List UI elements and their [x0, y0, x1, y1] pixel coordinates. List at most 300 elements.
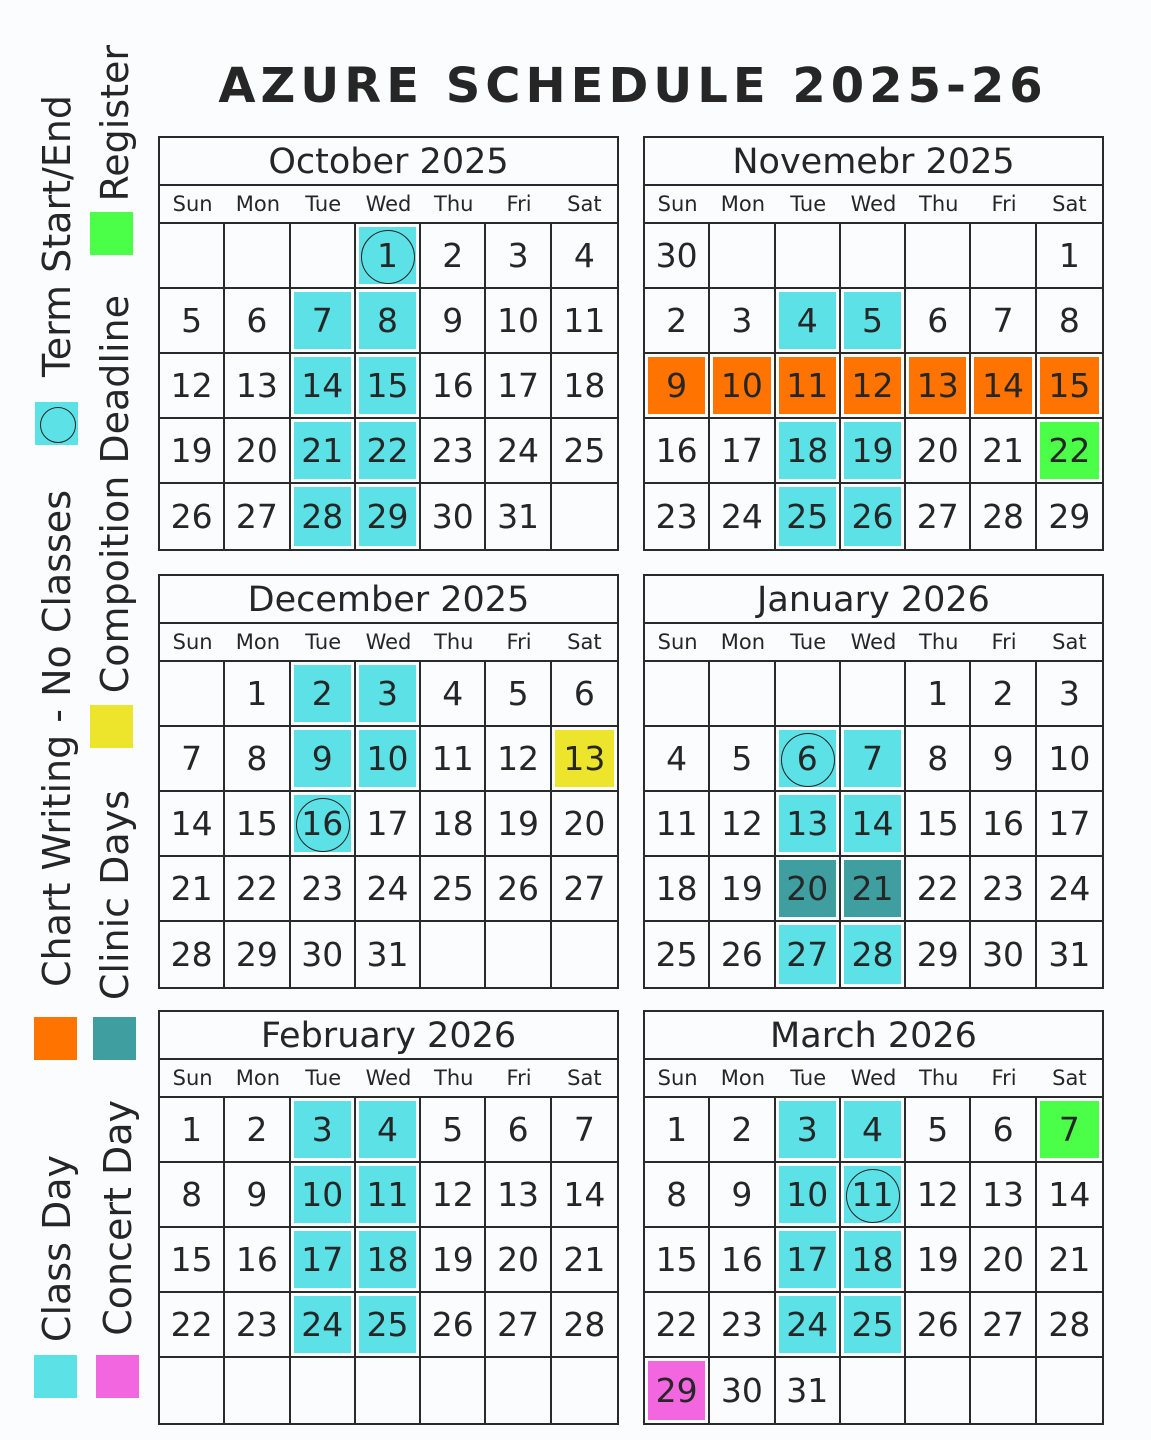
day-cell [160, 662, 225, 727]
day-number: 23 [301, 869, 344, 908]
day-cell [1037, 484, 1102, 549]
day-cell [421, 857, 486, 922]
day-cell [356, 1228, 421, 1293]
day-number: 6 [927, 301, 949, 340]
day-cell [160, 419, 225, 484]
day-number: 3 [311, 1110, 333, 1149]
weekday-label: Mon [720, 630, 766, 654]
day-number: 8 [1058, 301, 1080, 340]
weekday-label: Sat [567, 1066, 602, 1090]
term-circle-icon [781, 733, 835, 787]
day-number: 14 [1048, 1175, 1091, 1214]
legend-concert-label: Concert Day [96, 1100, 140, 1336]
day-number: 12 [497, 739, 540, 778]
day-cell [291, 1163, 356, 1228]
day-cell [160, 792, 225, 857]
day-cell [356, 289, 421, 354]
day-number: 13 [563, 739, 606, 778]
day-number: 14 [851, 804, 894, 843]
day-number: 2 [442, 236, 464, 275]
day-number: 20 [916, 431, 959, 470]
day-number: 13 [235, 366, 278, 405]
day-number: 21 [851, 869, 894, 908]
day-cell [710, 419, 775, 484]
day-cell [486, 1228, 551, 1293]
day-cell [645, 792, 710, 857]
day-cell [486, 1163, 551, 1228]
day-number: 7 [992, 301, 1014, 340]
day-cell [1037, 857, 1102, 922]
day-number: 1 [1058, 236, 1080, 275]
day-cell [552, 1163, 617, 1228]
day-number: 2 [731, 1110, 753, 1149]
day-cell [645, 484, 710, 549]
day-number: 7 [181, 739, 203, 778]
day-number: 5 [181, 301, 203, 340]
day-cell [486, 1293, 551, 1358]
day-cell [776, 727, 841, 792]
day-cell [710, 857, 775, 922]
weekday-label: Sun [172, 192, 213, 216]
weekday-label: Sat [567, 192, 602, 216]
weekday-label: Mon [235, 630, 281, 654]
day-cell [841, 922, 906, 987]
legend-chart-label: Chart Writing - No Classes [35, 490, 79, 987]
day-number: 18 [431, 804, 474, 843]
day-cell [291, 1293, 356, 1358]
day-cell [225, 1163, 290, 1228]
day-cell [1037, 792, 1102, 857]
day-cell [225, 1228, 290, 1293]
day-number: 28 [563, 1305, 606, 1344]
weekday-label: Fri [991, 192, 1017, 216]
month-calendar [643, 136, 1104, 551]
day-number: 27 [563, 869, 606, 908]
day-number: 15 [916, 804, 959, 843]
day-number: 26 [431, 1305, 474, 1344]
day-cell [645, 354, 710, 419]
day-cell [776, 792, 841, 857]
day-number: 16 [431, 366, 474, 405]
month-title: March 2026 [645, 1012, 1102, 1060]
day-cell [225, 419, 290, 484]
day-number: 3 [376, 674, 398, 713]
weekday-label: Fri [506, 1066, 532, 1090]
day-number: 25 [366, 1305, 409, 1344]
weekday-label: Wed [850, 1066, 897, 1090]
day-number: 1 [376, 236, 398, 275]
day-cell [486, 662, 551, 727]
day-cell [645, 727, 710, 792]
day-number: 31 [1048, 935, 1091, 974]
day-cell [645, 1293, 710, 1358]
weekday-label: Thu [434, 192, 474, 216]
day-number: 19 [431, 1240, 474, 1279]
day-number: 9 [992, 739, 1014, 778]
legend-concert-swatch [96, 1355, 139, 1398]
day-number: 18 [655, 869, 698, 908]
day-cell [160, 1293, 225, 1358]
day-number: 4 [442, 674, 464, 713]
day-number: 30 [720, 1371, 763, 1410]
day-number: 22 [1048, 431, 1091, 470]
day-number: 11 [431, 739, 474, 778]
day-number: 6 [507, 1110, 529, 1149]
weekday-header [160, 1060, 617, 1098]
day-number: 17 [1048, 804, 1091, 843]
day-cell [225, 792, 290, 857]
weekday-label: Sat [1052, 192, 1087, 216]
day-cell [841, 857, 906, 922]
month-calendar [158, 1010, 619, 1425]
day-number: 28 [1048, 1305, 1091, 1344]
day-cell [421, 289, 486, 354]
day-cell [225, 727, 290, 792]
day-number: 25 [786, 497, 829, 536]
day-number: 24 [786, 1305, 829, 1344]
day-number: 30 [655, 236, 698, 275]
day-number: 20 [982, 1240, 1025, 1279]
weekday-label: Tue [790, 1066, 827, 1090]
day-number: 15 [170, 1240, 213, 1279]
day-cell [356, 1293, 421, 1358]
day-number: 9 [246, 1175, 268, 1214]
day-cell [971, 857, 1036, 922]
weekday-label: Wed [365, 630, 412, 654]
day-cell [421, 1358, 486, 1423]
day-cell [160, 354, 225, 419]
day-number: 10 [301, 1175, 344, 1214]
weekday-label: Tue [305, 630, 342, 654]
weekday-label: Fri [991, 1066, 1017, 1090]
day-number: 2 [992, 674, 1014, 713]
day-cell [710, 354, 775, 419]
month-title: Novemebr 2025 [645, 138, 1102, 186]
day-cell [776, 1228, 841, 1293]
day-cell [906, 354, 971, 419]
day-cell [841, 1358, 906, 1423]
day-number: 27 [235, 497, 278, 536]
day-cell [552, 727, 617, 792]
legend-composition-swatch [90, 705, 133, 748]
day-cell [906, 1358, 971, 1423]
day-cell [225, 484, 290, 549]
day-cell [160, 727, 225, 792]
day-number: 16 [982, 804, 1025, 843]
day-cell [225, 1098, 290, 1163]
day-number: 21 [982, 431, 1025, 470]
day-number: 11 [851, 1175, 894, 1214]
day-number: 11 [655, 804, 698, 843]
day-cell [906, 922, 971, 987]
day-number: 15 [235, 804, 278, 843]
day-number: 6 [796, 739, 818, 778]
month-title: February 2026 [160, 1012, 617, 1060]
day-cell [841, 1228, 906, 1293]
day-cell [776, 484, 841, 549]
day-cell [710, 484, 775, 549]
day-number: 26 [170, 497, 213, 536]
day-cell [356, 484, 421, 549]
day-number: 7 [1058, 1110, 1080, 1149]
day-number: 8 [246, 739, 268, 778]
weekday-header [645, 1060, 1102, 1098]
day-cell [776, 419, 841, 484]
day-number: 26 [720, 935, 763, 974]
day-number: 16 [655, 431, 698, 470]
day-cell [356, 857, 421, 922]
day-cell [1037, 224, 1102, 289]
legend-class-label: Class Day [35, 1155, 79, 1343]
day-cell [486, 224, 551, 289]
weekday-label: Sun [657, 192, 698, 216]
day-cell [1037, 727, 1102, 792]
day-number: 6 [992, 1110, 1014, 1149]
legend-register-swatch [90, 212, 133, 255]
day-cell [486, 857, 551, 922]
day-number: 19 [916, 1240, 959, 1279]
day-cell [971, 662, 1036, 727]
day-number: 1 [927, 674, 949, 713]
weekday-label: Fri [506, 630, 532, 654]
day-number: 17 [720, 431, 763, 470]
day-number: 18 [366, 1240, 409, 1279]
weekday-label: Mon [235, 1066, 281, 1090]
day-number: 18 [786, 431, 829, 470]
day-cell [356, 922, 421, 987]
day-number: 16 [720, 1240, 763, 1279]
day-number: 4 [861, 1110, 883, 1149]
day-number: 1 [181, 1110, 203, 1149]
day-cell [841, 792, 906, 857]
day-number: 26 [916, 1305, 959, 1344]
day-number: 18 [851, 1240, 894, 1279]
day-cell [776, 857, 841, 922]
day-cell [421, 484, 486, 549]
day-number: 19 [851, 431, 894, 470]
day-number: 20 [786, 869, 829, 908]
day-cell [1037, 1163, 1102, 1228]
day-number: 15 [1048, 366, 1091, 405]
day-number: 19 [720, 869, 763, 908]
day-cell [356, 662, 421, 727]
day-cell [421, 1293, 486, 1358]
day-cell [776, 224, 841, 289]
day-cell [552, 1358, 617, 1423]
weekday-label: Wed [850, 192, 897, 216]
month-title: January 2026 [645, 576, 1102, 624]
month-calendar [643, 574, 1104, 989]
weekday-label: Wed [365, 1066, 412, 1090]
term-circle-icon [296, 798, 350, 852]
day-cell [552, 1228, 617, 1293]
day-number: 23 [431, 431, 474, 470]
day-cell [225, 289, 290, 354]
day-number: 6 [246, 301, 268, 340]
term-circle-icon [361, 230, 415, 284]
day-number: 30 [431, 497, 474, 536]
day-number: 12 [431, 1175, 474, 1214]
day-cell [776, 289, 841, 354]
day-cell [421, 1163, 486, 1228]
day-number: 3 [1058, 674, 1080, 713]
day-cell [645, 1163, 710, 1228]
day-cell [971, 1293, 1036, 1358]
day-number: 14 [170, 804, 213, 843]
day-cell [356, 1358, 421, 1423]
day-cell [225, 354, 290, 419]
day-number: 24 [720, 497, 763, 536]
day-cell [421, 354, 486, 419]
weekday-header [645, 624, 1102, 662]
day-number: 8 [666, 1175, 688, 1214]
day-number: 15 [655, 1240, 698, 1279]
day-number: 6 [573, 674, 595, 713]
day-number: 12 [720, 804, 763, 843]
day-number: 11 [563, 301, 606, 340]
day-cell [971, 1358, 1036, 1423]
day-cell [841, 354, 906, 419]
day-number: 5 [442, 1110, 464, 1149]
day-number: 16 [301, 804, 344, 843]
weekday-label: Fri [991, 630, 1017, 654]
day-number: 10 [1048, 739, 1091, 778]
day-cell [486, 484, 551, 549]
day-number: 19 [497, 804, 540, 843]
page-title: AZURE SCHEDULE 2025-26 [218, 58, 1048, 114]
day-number: 11 [786, 366, 829, 405]
day-number: 8 [927, 739, 949, 778]
day-number: 25 [563, 431, 606, 470]
day-cell [906, 1228, 971, 1293]
day-number: 23 [655, 497, 698, 536]
month-calendar [643, 1010, 1104, 1425]
day-number: 5 [861, 301, 883, 340]
day-cell [971, 1098, 1036, 1163]
day-cell [160, 857, 225, 922]
day-cell [971, 224, 1036, 289]
day-number: 13 [497, 1175, 540, 1214]
day-number: 3 [796, 1110, 818, 1149]
weekday-label: Sun [172, 630, 213, 654]
day-cell [971, 1163, 1036, 1228]
day-cell [291, 922, 356, 987]
day-cell [225, 922, 290, 987]
day-cell [645, 1358, 710, 1423]
day-cell [291, 1228, 356, 1293]
day-cell [645, 419, 710, 484]
day-number: 20 [497, 1240, 540, 1279]
day-cell [710, 727, 775, 792]
day-number: 21 [170, 869, 213, 908]
day-number: 14 [563, 1175, 606, 1214]
weekday-label: Wed [850, 630, 897, 654]
day-cell [841, 224, 906, 289]
day-cell [486, 289, 551, 354]
day-number: 31 [497, 497, 540, 536]
day-number: 29 [235, 935, 278, 974]
day-number: 26 [497, 869, 540, 908]
day-cell [841, 1293, 906, 1358]
day-cell [160, 224, 225, 289]
weekday-header [645, 186, 1102, 224]
day-cell [356, 1098, 421, 1163]
legend-register-label: Register [93, 45, 137, 202]
day-number: 13 [786, 804, 829, 843]
day-cell [160, 1163, 225, 1228]
day-cell [906, 224, 971, 289]
day-number: 28 [301, 497, 344, 536]
day-cell [552, 289, 617, 354]
day-cell [552, 224, 617, 289]
day-number: 8 [181, 1175, 203, 1214]
day-cell [552, 419, 617, 484]
day-cell [421, 1228, 486, 1293]
day-number: 14 [982, 366, 1025, 405]
month-title: December 2025 [160, 576, 617, 624]
day-cell [486, 419, 551, 484]
day-cell [225, 1293, 290, 1358]
day-number: 25 [655, 935, 698, 974]
weekday-label: Tue [305, 192, 342, 216]
day-number: 12 [851, 366, 894, 405]
day-number: 25 [851, 1305, 894, 1344]
legend-clinic-swatch [93, 1017, 136, 1060]
term-circle-icon [846, 1169, 900, 1223]
day-number: 19 [170, 431, 213, 470]
day-number: 20 [235, 431, 278, 470]
day-number: 26 [851, 497, 894, 536]
day-cell [291, 484, 356, 549]
day-cell [552, 857, 617, 922]
month-calendar [158, 136, 619, 551]
weekday-label: Sat [567, 630, 602, 654]
weekday-header [160, 186, 617, 224]
day-cell [356, 354, 421, 419]
day-cell [160, 922, 225, 987]
day-cell [421, 1098, 486, 1163]
day-cell [225, 224, 290, 289]
day-cell [776, 922, 841, 987]
day-number: 21 [301, 431, 344, 470]
day-cell [552, 662, 617, 727]
day-cell [291, 224, 356, 289]
day-number: 22 [366, 431, 409, 470]
day-number: 13 [982, 1175, 1025, 1214]
day-cell [1037, 289, 1102, 354]
day-cell [645, 922, 710, 987]
day-number: 4 [573, 236, 595, 275]
day-cell [1037, 1228, 1102, 1293]
day-number: 30 [982, 935, 1025, 974]
day-cell [160, 289, 225, 354]
day-number: 21 [1048, 1240, 1091, 1279]
weekday-label: Sat [1052, 1066, 1087, 1090]
day-number: 7 [311, 301, 333, 340]
day-cell [1037, 662, 1102, 727]
day-cell [356, 224, 421, 289]
day-number: 24 [366, 869, 409, 908]
day-number: 15 [366, 366, 409, 405]
day-cell [971, 354, 1036, 419]
day-number: 12 [916, 1175, 959, 1214]
day-cell [710, 922, 775, 987]
day-cell [160, 1228, 225, 1293]
day-number: 17 [497, 366, 540, 405]
day-cell [552, 922, 617, 987]
day-number: 22 [916, 869, 959, 908]
legend-chart-swatch [34, 1017, 77, 1060]
